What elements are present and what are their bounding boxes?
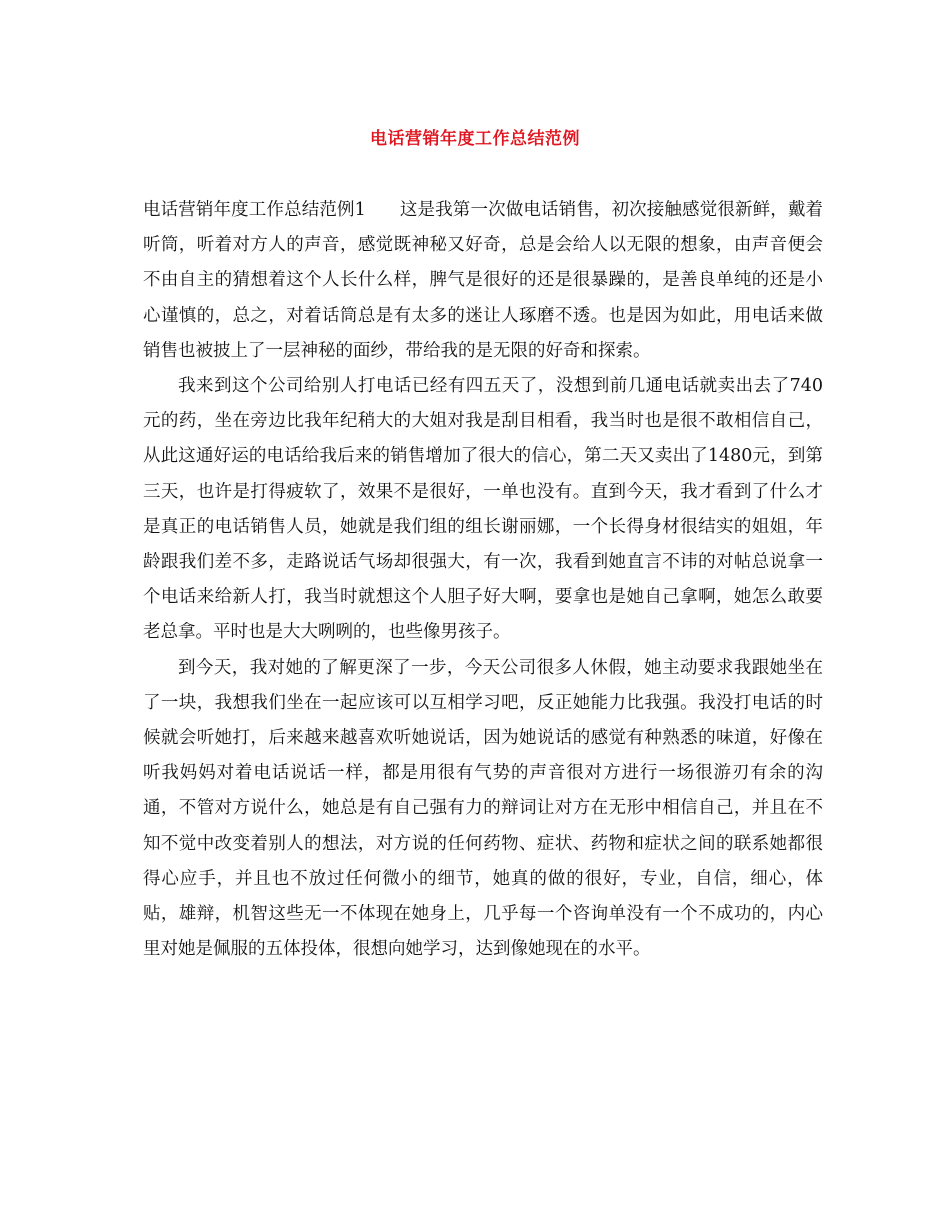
section-heading: 电话营销年度工作总结范例1 — [143, 200, 366, 220]
paragraph-2: 我来到这个公司给别人打电话已经有四五天了，没想到前几通电话就卖出去了740元的药，坐在旁边比我年纪稍大的大姐对我是刮目相看，我当时也是很不敢相信自己，从此这通好运的电话给我后来的销售增加了很大的信心，第二天又卖出了1480元，到第三天，也许是打得疲软了，效果不是很好，一单也没有。直到今天，我才看到了什么才是真正的电话销售人员，她就是我们组的组长谢丽娜，一个长得身材很结实的姐姐，年龄跟我们差不多，走路说话气场却很强大，有一次，我看到她直言不讳的对帖总说拿一个电话来给新人打，我当时就想这个人胆子好大啊，要拿也是她自己拿啊，她怎么敢要老总拿。平时也是大大咧咧的，也些像男孩子。 — [143, 376, 823, 643]
document-body — [143, 193, 823, 967]
document-title: 电话营销年度工作总结范例 — [370, 129, 580, 149]
paragraph-1-text: 这是我第一次做电话销售，初次接触感觉很新鲜，戴着听筒，听着对方人的声音，感觉既神秘又好奇，总是会给人以无限的想象，由声音便会不由自主的猜想着这个人长什么样，脾气是很好的还是很暴躁的，是善良单纯的还是小心谨慎的，总之，对着话筒总是有太多的迷让人琢磨不透。也是因为如此，用电话来做销售也被披上了一层神秘的面纱，带给我的是无限的好奇和探索。 — [143, 200, 824, 361]
paragraph-1 — [143, 193, 823, 369]
paragraph-3: 到今天，我对她的了解更深了一步，今天公司很多人休假，她主动要求我跟她坐在了一块，我想我们坐在一起应该可以互相学习吧，反正她能力比我强。我没打电话的时候就会听她打，后来越来越喜欢听她说话，因为她说话的感觉有种熟悉的味道，好像在听我妈妈对着电话说话一样，都是用很有气势的声音很对方进行一场很游刃有余的沟通，不管对方说什么，她总是有自己强有力的辩词让对方在无形中相信自己，并且在不知不觉中改变着别人的想法，对方说的任何药物、症状、药物和症状之间的联系她都很得心应手，并且也不放过任何微小的细节，她真的做的很好，专业，自信，细心，体贴，雄辩，机智这些无一不体现在她身上，几乎每一个咨询单没有一个不成功的，内心里对她是佩服的五体投体，很想向她学习，达到像她现在的水平。 — [143, 657, 823, 960]
